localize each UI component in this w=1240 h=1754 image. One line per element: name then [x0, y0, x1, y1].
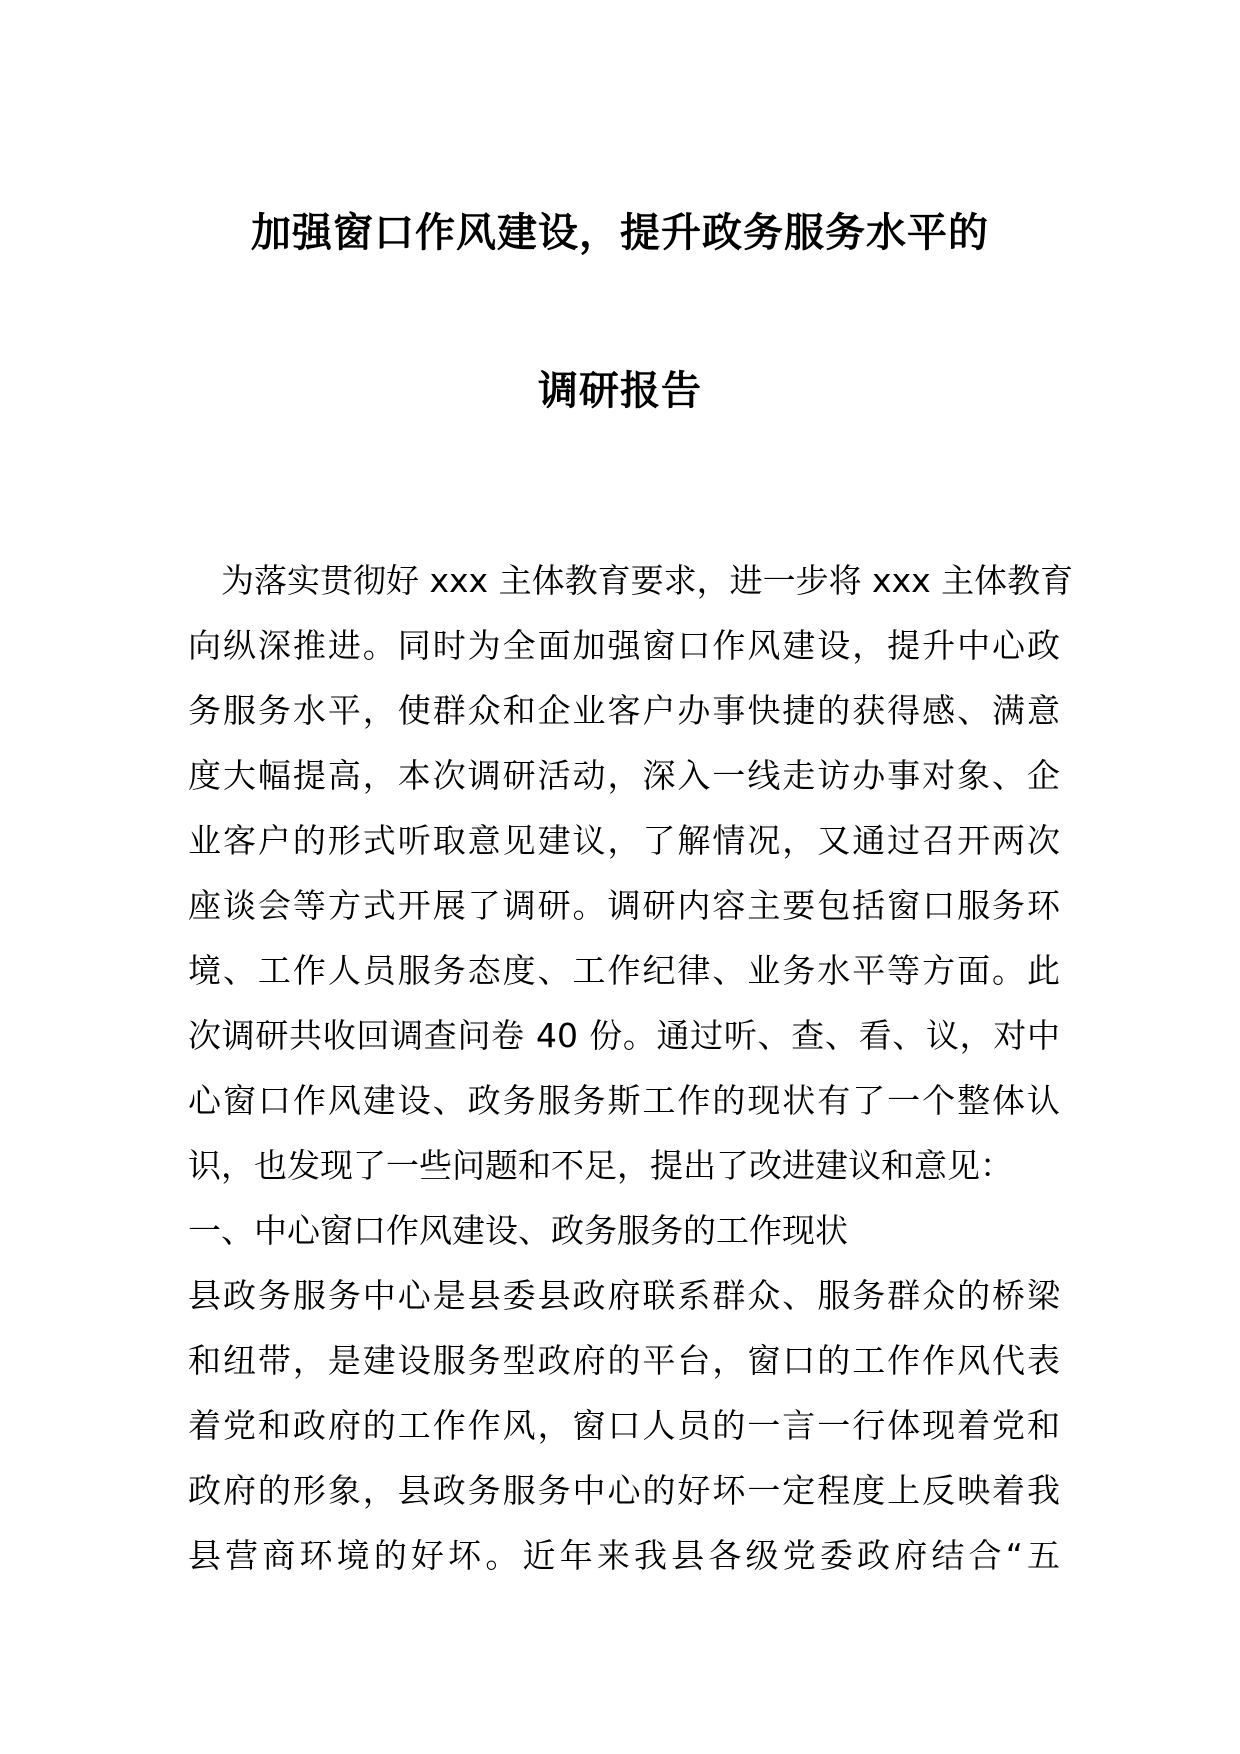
body-line: 县政务服务中心是县委县政府联系群众、服务群众的桥梁 [188, 1276, 1060, 1315]
body-line: 次调研共收回调查问卷 40 份。通过听、查、看、议，对中 [188, 1016, 1060, 1055]
body-line: 业客户的形式听取意见建议，了解情况，又通过召开两次 [188, 821, 1060, 860]
body-line: 着党和政府的工作作风，窗口人员的一言一行体现着党和 [188, 1406, 1060, 1445]
body-line: 识，也发现了一些问题和不足，提出了改进建议和意见： [188, 1146, 1013, 1185]
body-line: 政府的形象，县政务服务中心的好坏一定程度上反映着我 [188, 1471, 1060, 1510]
section-heading: 一、中心窗口作风建设、政务服务的工作现状 [188, 1211, 848, 1250]
document-title-line-1: 加强窗口作风建设，提升政务服务水平的 [251, 210, 989, 256]
document-body [188, 548, 1074, 1588]
body-line: 和纽带，是建设服务型政府的平台，窗口的工作作风代表 [188, 1341, 1060, 1380]
body-line: 境、工作人员服务态度、工作纪律、业务水平等方面。此 [188, 951, 1060, 990]
document-title-line-2: 调研报告 [538, 368, 702, 414]
body-line: 向纵深推进。同时为全面加强窗口作风建设，提升中心政 [188, 626, 1060, 665]
body-line: 县营商环境的好坏。近年来我县各级党委政府结合“五 [188, 1536, 1060, 1575]
body-line: 为落实贯彻好 xxx 主体教育要求，进一步将 xxx 主体教育 [221, 561, 1074, 600]
body-line: 心窗口作风建设、政务服务斯工作的现状有了一个整体认 [188, 1081, 1060, 1120]
body-line: 务服务水平，使群众和企业客户办事快捷的获得感、满意 [188, 691, 1060, 730]
body-line: 度大幅提高，本次调研活动，深入一线走访办事对象、企 [188, 756, 1060, 795]
body-line: 座谈会等方式开展了调研。调研内容主要包括窗口服务环 [188, 886, 1060, 925]
